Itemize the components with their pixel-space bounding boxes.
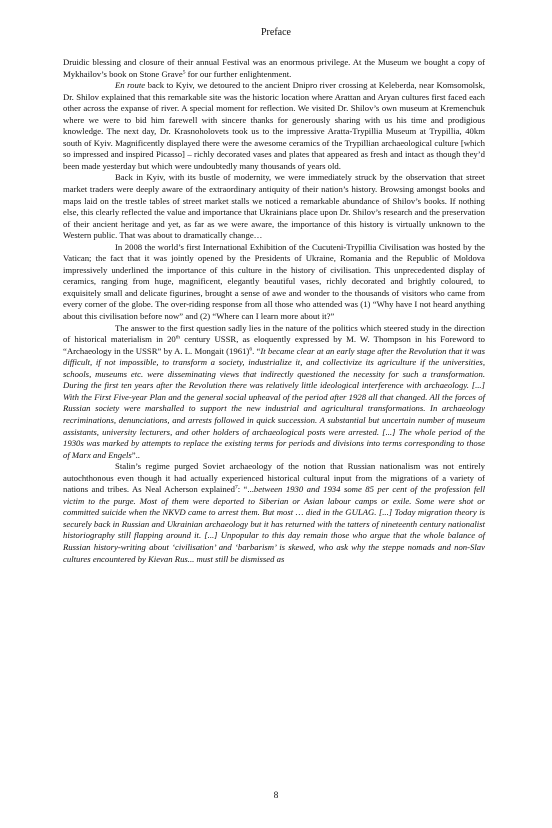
page-number: 8 bbox=[273, 791, 279, 801]
footnote-ref: 7 bbox=[234, 484, 238, 491]
italic-text: En route bbox=[115, 80, 146, 91]
running-head: Preface bbox=[261, 27, 291, 38]
paragraph-2 bbox=[63, 80, 485, 172]
paragraph-3 bbox=[63, 172, 485, 241]
text-run: In 2008 the world’s first International Exhibition of the Cucuteni-Trypillia Civilisation was hosted by the Vatican; the fact that it was jointly opened by the Presidents of Ukraine, Romania and the Republic of Moldova impressively underlined the importance of this culture in the history of civilisation. This unprecedented display of ceramics, ranging from huge, magnificent, elegantly beautiful vases, richly decorated and brightly coloured, to exquisitely small and delicate figurines, brought a sense of awe and wonder to the thousands of visitors who came from every corner of the globe. The over-riding response from all those who attended was (1) “Why have I not heard anything about this civilisation before now” and (2) “Where can I learn more about it?” bbox=[63, 241, 485, 322]
text-run: Druidic blessing and closure of their annual Festival was an enormous privilege. At the Museum we bought a copy of Mykhailov’s book on Stone Grave bbox=[63, 57, 485, 79]
italic-text: It became clear at an early stage after the Revolution that it was difficult, if not impossible, to transform a society, industrialize it, and collectivize its agriculture if the universities, schools, museums etc. were disseminating views that indirectly questioned the necessity for such a transformation. During the first ten years after the Revolution there was relatively little ideological interference with archaeology. [...] With the First Five-year Plan and the general social upheaval of the period after 1928 all that changed. All the forces of Russian society were marshalled to support the new industrial and agricultural transformations. In archaeology recriminations, denunciations, and arrests followed in quick succession. A substantial but uncertain number of museum assistants, university lecturers, and other holders of archaeological posts were arrested. [...] The whole period of the 1930s was marked by attempts to replace the existing terms for periods and divisions into terms corresponding to those of Marx and Engels bbox=[63, 345, 485, 460]
paragraph-6 bbox=[63, 461, 485, 565]
text-run: The answer to the first question sadly lies in the nature of the politics which steered study in the direction of historical materialism in 20 bbox=[63, 322, 485, 345]
text-run: Stalin’s regime purged Soviet archaeology of the notion that Russian nationalism was not entirely autochthonous even though it had actually experienced historical cultural input from the migrations of a variety of nations and tribes. As Neal Acherson explained bbox=[63, 461, 485, 495]
text-run: back to Kyiv, we detoured to the ancient Dnipro river crossing at Keleberda, near Komsomolsk, Dr. Shilov explained that this remarkable site was the historic location where Arattan and Aryan cultures first faced each other across the expanse of river. A special moment for reflection. We visited Dr. Shilov’s own museum at Kremenchuk where we were to bid him farewell with sincere thanks for generously sharing with us his time and prodigious knowledge. The next day, Dr. Krasnoholovets took us to the impressive Aratta-Trypillia Museum at Trypillia, 40km south of Kyiv. Magnificently displayed there were the awesome ceramics of the Trypillian archaeological culture [which so impressed and inspired Picasso] – richly decorated vases and plates that appeared as fresh and intact as though they’d been made yesterday but which were undoubtedly many thousands of years old. bbox=[63, 80, 485, 171]
paragraph-1 bbox=[63, 57, 485, 80]
footnote-ref: th bbox=[175, 334, 181, 341]
footnote-ref: 5 bbox=[182, 69, 186, 76]
text-run: ”.. bbox=[131, 449, 140, 460]
text-run: century USSR, as eloquently expressed by M. W. Thompson in his Foreword to “Archaeology in the USSR” by A. L. Mongait (1961) bbox=[63, 334, 485, 356]
footnote-ref: 6 bbox=[249, 346, 253, 353]
paragraph-5 bbox=[63, 323, 485, 462]
paragraph-4 bbox=[63, 242, 485, 323]
body-text bbox=[63, 57, 485, 565]
text-run: for our further enlightenment. bbox=[185, 68, 292, 79]
italic-text: between 1930 and 1934 some 85 per cent of the profession fell victim to the purge. Most of them were deported to Siberian or Asian labour camps or exile. Some were shot or committed suicide when the NKVD came to arrest them. But most … died in the GULAG. [...] Today migration theory is securely back in Russian and Ukrainian archaeology but it has returned with the tatters of nineteenth century nationalist historiography still flapping around it. [...] Unpopular to this day remain those who argue that the whole balance of Russian history-writing about ‘civilisation’ and ‘barbarism’ is skewed, who ask why the steppe nomads and non-Slav cultures encountered by Kievan Rus... must still be dismissed as bbox=[63, 484, 485, 564]
text-run: . “ bbox=[252, 345, 261, 356]
text-run: Back in Kyiv, with its bustle of modernity, we were immediately struck by the observation that street market traders were deeply aware of the extraordinary antiquity of their nation’s history. Browsing amongst books and maps laid on the trestle tables of street market stalls we noticed a remarkable abundance of Shilov’s books. If nothing else, this clearly reflected the value and importance that Ukrainians place upon Dr. Shilov’s research and the preservation of their ancient heritage and yet, as far as we were aware, the importance of this history is virtually unknown to the Western public. That was about to dramatically change… bbox=[63, 172, 485, 241]
text-run: : “... bbox=[237, 484, 254, 495]
